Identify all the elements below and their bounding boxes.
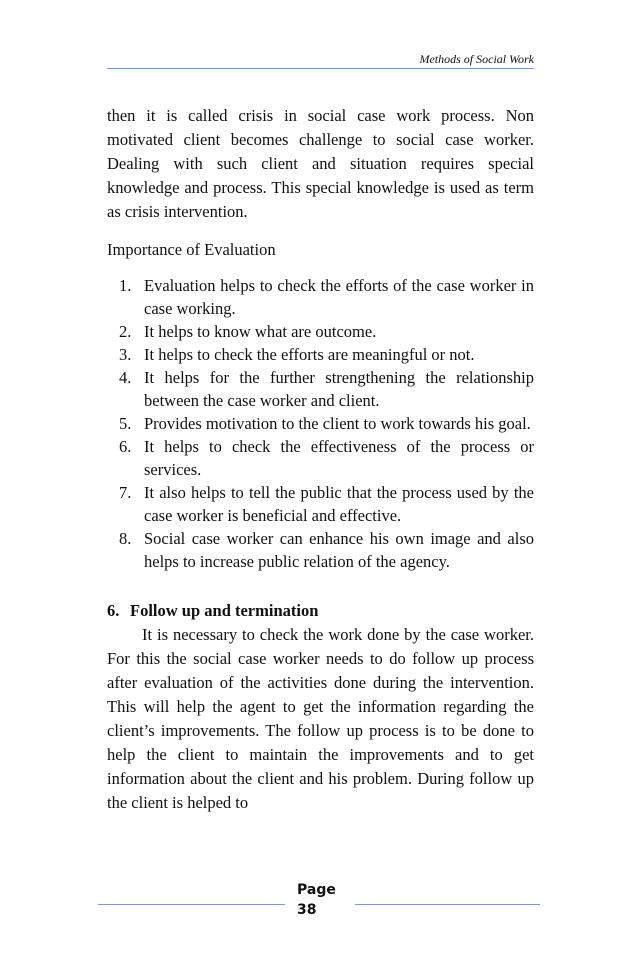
page-label: Page bbox=[297, 882, 336, 898]
footer-divider-left bbox=[98, 904, 285, 905]
section-title: Follow up and termination bbox=[130, 601, 319, 620]
running-header-title: Methods of Social Work bbox=[419, 52, 534, 66]
section-number: 6. bbox=[107, 601, 120, 620]
list-item bbox=[107, 527, 534, 573]
footer-divider-right bbox=[355, 904, 540, 905]
list-item-text: It also helps to tell the public that the process used by the case worker is beneficial and effective. bbox=[144, 483, 534, 525]
evaluation-list bbox=[107, 274, 534, 573]
list-item bbox=[107, 412, 534, 435]
list-item-text: It helps for the further strengthening the relationship between the case worker and client. bbox=[144, 368, 534, 410]
list-item-number: 6. bbox=[119, 437, 132, 456]
list-item-number: 1. bbox=[119, 276, 132, 295]
list-item-number: 2. bbox=[119, 322, 132, 341]
section-heading bbox=[107, 599, 534, 623]
section-paragraph: It is necessary to check the work done by the case worker. For this the social case worker needs to do follow up process after evaluation of the activities done during the intervention. This will help the agent to get the information regarding the client’s improvements. The follow up process is to be done to help the client to maintain the improvements and to get information about the client and his problem. During follow up the client is helped to bbox=[107, 625, 534, 812]
list-item-text: Provides motivation to the client to work towards his goal. bbox=[144, 414, 531, 433]
list-item bbox=[107, 320, 534, 343]
list-item bbox=[107, 435, 534, 481]
evaluation-heading: Importance of Evaluation bbox=[107, 240, 276, 259]
list-item-text: It helps to check the efforts are meaningful or not. bbox=[144, 345, 475, 364]
list-item-number: 3. bbox=[119, 345, 132, 364]
list-item-text: Social case worker can enhance his own image and also helps to increase public relation of the agency. bbox=[144, 529, 534, 571]
list-item bbox=[107, 343, 534, 366]
list-item-number: 5. bbox=[119, 414, 132, 433]
list-item-text: It helps to know what are outcome. bbox=[144, 322, 377, 341]
list-item-text: It helps to check the effectiveness of the process or services. bbox=[144, 437, 534, 479]
list-item bbox=[107, 274, 534, 320]
page-number-block bbox=[297, 880, 336, 920]
page-body bbox=[107, 104, 534, 815]
list-item bbox=[107, 366, 534, 412]
list-item-text: Evaluation helps to check the efforts of the case worker in case working. bbox=[144, 276, 534, 318]
list-item-number: 7. bbox=[119, 483, 132, 502]
intro-paragraph: then it is called crisis in social case work process. Non motivated client becomes challenge to social case worker. Dealing with such client and situation requires special knowledge and process. This special knowledge is used as term as crisis intervention. bbox=[107, 106, 534, 221]
page-number: 38 bbox=[297, 902, 317, 918]
list-item bbox=[107, 481, 534, 527]
list-item-number: 8. bbox=[119, 529, 132, 548]
header-divider bbox=[107, 68, 534, 69]
list-item-number: 4. bbox=[119, 368, 132, 387]
